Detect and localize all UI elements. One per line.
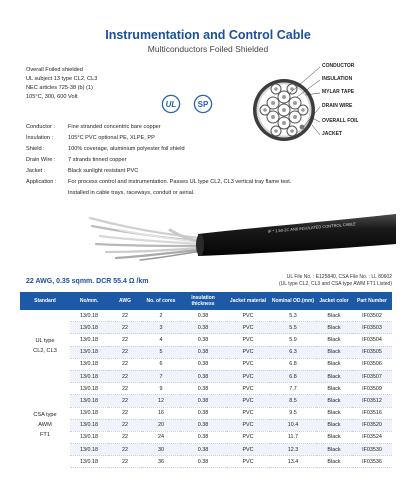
jacket-color-cell: Black [316,419,352,431]
col-header: Part Number [352,292,392,310]
jacket-color-cell: Black [316,322,352,334]
table-header-row [20,292,392,310]
insulation-cell: 0.38 [180,456,226,468]
construction-value: Fine stranded concentric bare copper [68,124,161,130]
table-row [20,456,392,468]
insulation-cell: 0.38 [180,407,226,419]
part-number-cell: IF03503 [352,322,392,334]
jacket-material-cell: PVC [226,456,270,468]
conductor-cell: 13/0.18 [70,456,108,468]
conductor-cell: 13/0.18 [70,334,108,346]
part-number-cell: IF03506 [352,358,392,370]
conductor-cell: 13/0.18 [70,419,108,431]
awg-cell: 22 [108,358,142,370]
insulation-cell: 0.38 [180,444,226,456]
col-header: No/mm. [70,292,108,310]
conductor-cell: 13/0.18 [70,407,108,419]
label-mylar-tape: MYLAR TAPE [322,89,355,95]
od-cell: 11.7 [270,431,316,443]
standard-group-cell [20,310,70,383]
spec-shield-type: Overall Foiled shielded [26,67,83,73]
ul-logo-text: UL [165,100,177,109]
cores-cell: 20 [142,419,180,431]
conductor-cell: 13/0.18 [70,444,108,456]
cable-photo [20,200,396,268]
conductor-cell: 13/0.18 [70,358,108,370]
conductor-cell: 13/0.18 [70,346,108,358]
col-header: Nominal OD.(mm) [270,292,316,310]
part-number-cell: IF03512 [352,395,392,407]
construction-value: 100% coverage, aluminium polyester foil shield [68,146,185,152]
cross-section-diagram [250,55,320,165]
od-cell: 5.9 [270,334,316,346]
cable-jacket [198,214,396,256]
table-row [20,395,392,407]
part-number-cell: IF03502 [352,310,392,322]
construction-conductor [26,124,161,130]
csa-logo-text: SP [197,100,209,109]
conductor-cell: 13/0.18 [70,310,108,322]
construction-value: For process control and instrumentation. Passes UL type CL2, CL3 vertical tray flame test. [68,179,292,185]
table-row [20,419,392,431]
conductor-cell: 13/0.18 [70,383,108,395]
spec-ul-subject: UL subject 13 type CL2, CL3 [26,76,98,82]
conductor-cell: 13/0.18 [70,322,108,334]
page-title: Instrumentation and Control Cable [105,28,311,42]
standard-group-line: CSA type [33,412,57,419]
standard-group-line: UL type [35,338,55,345]
insulation-cell: 0.38 [180,334,226,346]
part-number-cell: IF03507 [352,370,392,382]
awg-cell: 22 [108,310,142,322]
drain-wire [300,125,305,130]
construction-value: 7 strands tinned copper [68,157,127,163]
od-cell: 9.5 [270,407,316,419]
jacket-material-cell: PVC [226,407,270,419]
label-conductor: CONDUCTOR [322,63,355,69]
col-header: Standard [20,292,70,310]
col-header: Jacket color [316,292,352,310]
table-row [20,334,392,346]
od-cell: 12.3 [270,444,316,456]
jacket-color-cell: Black [316,334,352,346]
jacket-color-cell: Black [316,358,352,370]
cable-wires [90,218,202,260]
jacket-material-cell: PVC [226,383,270,395]
ul-file-note [216,274,392,287]
awg-heading: 22 AWG, 0.35 sqmm. DCR 55.4 Ω /km [26,278,149,285]
table-row [20,370,392,382]
cores-cell: 6 [142,358,180,370]
csa-logo [192,94,214,114]
jacket-material-cell: PVC [226,431,270,443]
table-row [20,383,392,395]
od-cell: 5.5 [270,322,316,334]
jacket-color-cell: Black [316,444,352,456]
construction-label: Shield : [26,146,45,152]
label-drain-wire: DRAIN WIRE [322,103,353,109]
ul-file-note-line: UL File No. : E125840, CSA File No. : LL 80602 [286,274,392,280]
table-row [20,322,392,334]
standard-group-line: CL2, CL3 [33,348,57,355]
insulation-cell: 0.38 [180,358,226,370]
awg-cell: 22 [108,370,142,382]
awg-cell: 22 [108,395,142,407]
cores-cell: 2 [142,310,180,322]
label-overall-foil: OVERALL FOIL [322,118,359,124]
cores-cell: 3 [142,322,180,334]
part-number-cell: IF03520 [352,419,392,431]
jacket-color-cell: Black [316,383,352,395]
od-cell: 5.3 [270,310,316,322]
spec-table [20,292,392,468]
awg-cell: 22 [108,322,142,334]
jacket-color-cell: Black [316,456,352,468]
cores-cell: 4 [142,334,180,346]
insulation-cell: 0.38 [180,310,226,322]
cores-cell: 30 [142,444,180,456]
od-cell: 8.5 [270,395,316,407]
awg-cell: 22 [108,456,142,468]
awg-cell: 22 [108,346,142,358]
table-row [20,444,392,456]
awg-cell: 22 [108,419,142,431]
insulation-cell: 0.38 [180,383,226,395]
standard-group-line: FT1 [40,432,50,439]
construction-drain-wire [26,157,126,163]
insulation-cell: 0.38 [180,370,226,382]
cores-cell: 16 [142,407,180,419]
od-cell: 7.7 [270,383,316,395]
page-subtitle: Multiconductors Foiled Shielded [147,44,269,54]
jacket-material-cell: PVC [226,310,270,322]
col-header: AWG [108,292,142,310]
insulation-cell: 0.38 [180,322,226,334]
label-insulation: INSULATION [322,76,353,82]
construction-label: Conductor : [26,124,55,130]
od-cell: 10.4 [270,419,316,431]
awg-cell: 22 [108,444,142,456]
part-number-cell: IF03530 [352,444,392,456]
construction-application [26,179,291,185]
insulation-cell: 0.38 [180,346,226,358]
spec-rating: 105°C, 300, 600 Volt [26,94,78,100]
spec-nec-article: NEC articles 725-38 (b) (1) [26,85,93,91]
table-row [20,358,392,370]
awg-cell: 22 [108,431,142,443]
od-cell: 6.3 [270,346,316,358]
col-header: No. of cores [142,292,180,310]
construction-shield [26,146,185,152]
construction-label: Jacket : [26,168,46,174]
jacket-color-cell: Black [316,310,352,322]
ul-file-note-line: (UL type CL2, CL3 and CSA type AWM FT1 Listed) [278,280,392,287]
cores-cell: 36 [142,456,180,468]
construction-label: Drain Wire : [26,157,56,163]
jacket-color-cell: Black [316,346,352,358]
col-header: Jacket material [226,292,270,310]
construction-value: Black sunlight resistant PVC [68,168,139,174]
part-number-cell: IF03536 [352,456,392,468]
od-cell: 13.4 [270,456,316,468]
jacket-material-cell: PVC [226,346,270,358]
table-row [20,310,392,322]
part-number-cell: IF03509 [352,383,392,395]
construction-value: 105°C PVC optional PE, XLPE, PP [68,135,155,141]
conductor-cell: 13/0.18 [70,370,108,382]
conductor-cell: 13/0.18 [70,395,108,407]
jacket-color-cell: Black [316,407,352,419]
ul-listed-logo [160,94,182,114]
cores-cell: 7 [142,370,180,382]
construction-insulation [26,135,155,141]
jacket-material-cell: PVC [226,395,270,407]
table-row [20,346,392,358]
cores-cell: 24 [142,431,180,443]
standard-group-line: AWM [38,422,52,429]
insulation-cell: 0.38 [180,431,226,443]
awg-cell: 22 [108,383,142,395]
jacket-material-cell: PVC [226,334,270,346]
cores-cell: 9 [142,383,180,395]
label-jacket: JACKET [322,131,343,137]
awg-cell: 22 [108,334,142,346]
cores-cell: 12 [142,395,180,407]
table-row [20,407,392,419]
col-header: Insulation thickness [180,292,226,310]
awg-cell: 22 [108,407,142,419]
jacket-material-cell: PVC [226,419,270,431]
standard-group-cell [20,383,70,468]
jacket-material-cell: PVC [226,444,270,456]
jacket-material-cell: PVC [226,358,270,370]
cores-cell: 5 [142,346,180,358]
jacket-color-cell: Black [316,395,352,407]
insulation-cell: 0.38 [180,419,226,431]
part-number-cell: IF03516 [352,407,392,419]
construction-label: Application : [26,179,57,185]
construction-label: Insulation : [26,135,54,141]
part-number-cell: IF03504 [352,334,392,346]
od-cell: 6.8 [270,370,316,382]
cable-print-text: IF * 1.50-2C AN8 INSULATED CONTROL CABLE [267,221,357,234]
table-row [20,431,392,443]
part-number-cell: IF03505 [352,346,392,358]
jacket-material-cell: PVC [226,322,270,334]
od-cell: 6.8 [270,358,316,370]
construction-value: Installed in cable trays, raceways, conduit or aerial. [68,190,195,196]
jacket-material-cell: PVC [226,370,270,382]
jacket-color-cell: Black [316,431,352,443]
part-number-cell: IF03524 [352,431,392,443]
table-body [20,310,392,468]
construction-jacket [26,168,138,174]
insulation-cell: 0.38 [180,395,226,407]
construction-application-cont [26,190,195,196]
jacket-color-cell: Black [316,370,352,382]
conductor-cell: 13/0.18 [70,431,108,443]
